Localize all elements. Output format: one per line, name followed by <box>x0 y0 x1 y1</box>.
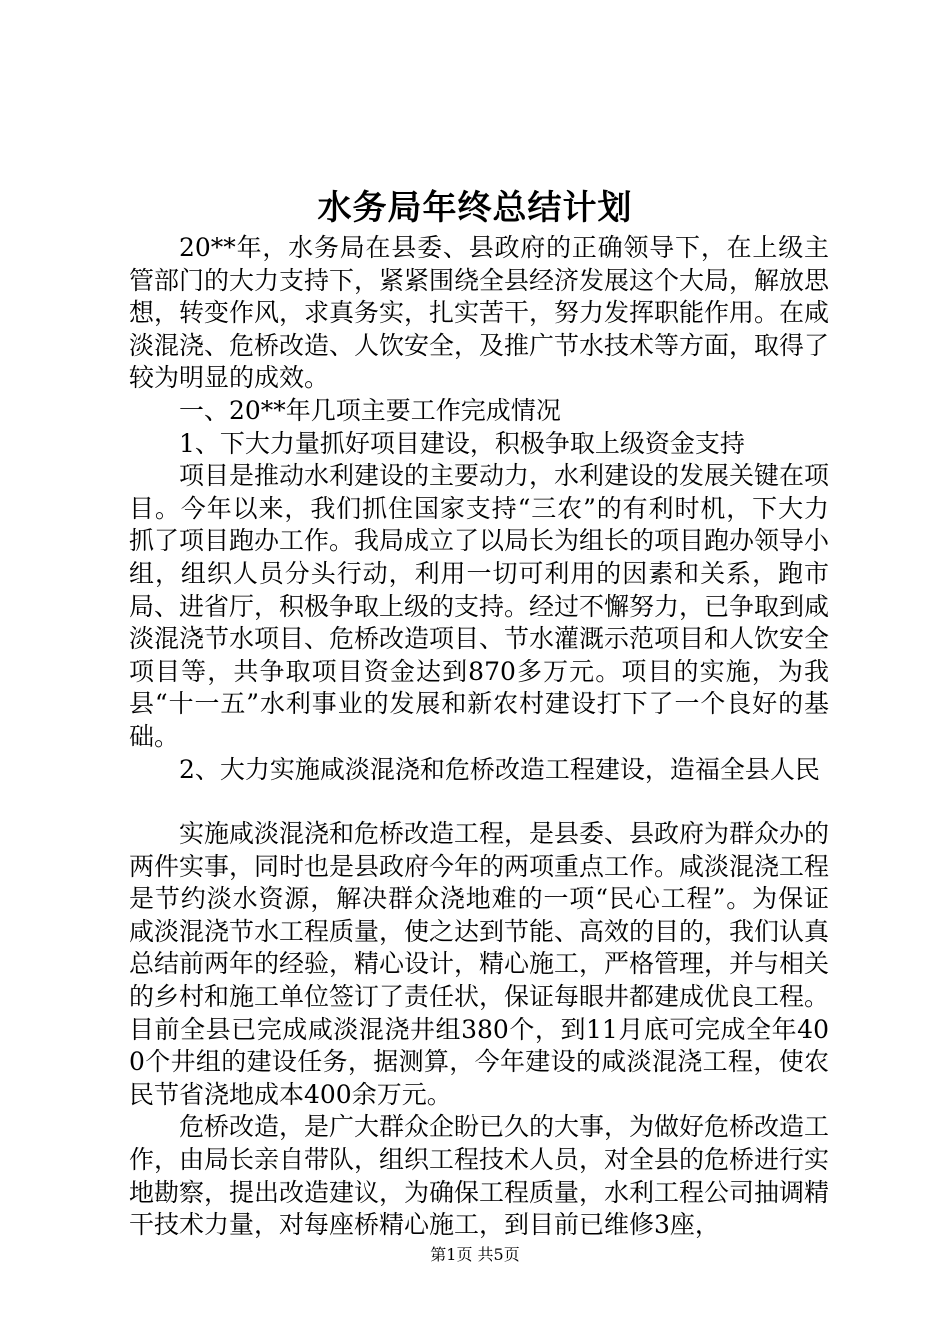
item-2-heading: 2、大力实施咸淡混浇和危桥改造工程建设，造福全县人民 <box>179 754 820 784</box>
item-2-paragraph-2: 危桥改造，是广大群众企盼已久的大事，为做好危桥改造工作，由局长亲自带队，组织工程技术人员，对全县的危桥进行实地勘察，提出改造建议，为确保工程质量，水利工程公司抽调精干技术力量，对每座桥精心施工，到目前已维修3座， <box>129 1112 830 1240</box>
item-1-paragraph: 项目是推动水利建设的主要动力，水利建设的发展关键在项目。今年以来，我们抓住国家支持“三农”的有利时机，下大力抓了项目跑办工作。我局成立了以局长为组长的项目跑办领导小组，组织人员分头行动，利用一切可利用的因素和关系，跑市局、进省厅，积极争取上级的支持。经过不懈努力，已争取到咸淡混浇节水项目、危桥改造项目、节水灌溉示范项目和人饮安全项目等，共争取项目资金达到870多万元。项目的实施，为我县“十一五”水利事业的发展和新农村建设打下了一个良好的基础。 <box>129 461 830 751</box>
document-body <box>129 232 829 1242</box>
document-title: 水务局年终总结计划 <box>317 188 633 228</box>
page-footer: 第1页 共5页 <box>430 1245 520 1264</box>
intro-paragraph: 20**年，水务局在县委、县政府的正确领导下，在上级主管部门的大力支持下，紧紧围绕全县经济发展这个大局，解放思想，转变作风，求真务实，扎实苦干，努力发挥职能作用。在咸淡混浇、危桥改造、人饮安全，及推广节水技术等方面，取得了较为明显的成效。 <box>129 233 830 393</box>
section-1-heading: 一、20**年几项主要工作完成情况 <box>179 395 561 425</box>
item-1-heading: 1、下大力量抓好项目建设，积极争取上级资金支持 <box>179 428 745 458</box>
paragraph-gap <box>129 786 829 818</box>
item-2-paragraph-1: 实施咸淡混浇和危桥改造工程，是县委、县政府为群众办的两件实事，同时也是县政府今年的两项重点工作。咸淡混浇工程是节约淡水资源，解决群众浇地难的一项“民心工程”。为保证咸淡混浇节水工程质量，使之达到节能、高效的目的，我们认真总结前两年的经验，精心设计，精心施工，严格管理，并与相关的乡村和施工单位签订了责任状，保证每眼井都建成优良工程。目前全县已完成咸淡混浇井组380个，到11月底可完成全年400个井组的建设任务，据测算，今年建设的咸淡混浇工程，使农民节省浇地成本400余万元。 <box>129 819 830 1109</box>
